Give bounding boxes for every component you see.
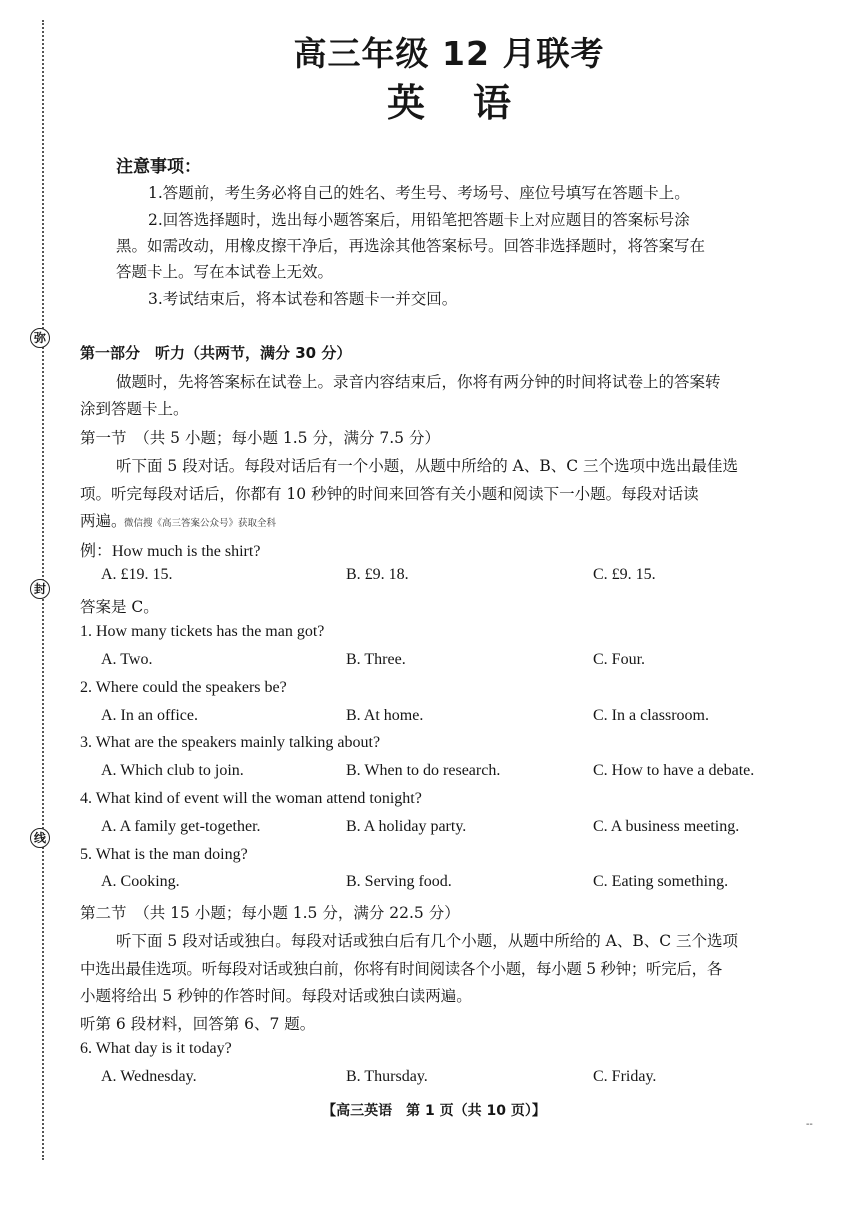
page-footer: 【高三英语 第 1 页（共 10 页）】 bbox=[322, 1103, 546, 1119]
question-1-option-a: A. Two. bbox=[101, 651, 153, 668]
question-6-option-a: A. Wednesday. bbox=[101, 1068, 197, 1085]
section1-instr-c: 两遍。 bbox=[80, 512, 127, 530]
part1-intro-a: 做题时，先将答案标在试卷上。录音内容结束后，你将有两分钟的时间将试卷上的答案转 bbox=[116, 373, 721, 391]
notice-line-1: 1.答题前，考生务必将自己的姓名、考生号、考场号、座位号填写在答题卡上。 bbox=[148, 184, 690, 202]
notice-line-2c: 答题卡上。写在本试卷上无效。 bbox=[116, 263, 334, 281]
question-2-option-b: B. At home. bbox=[346, 707, 424, 724]
section1-heading: 第一节 （共 5 小题；每小题 1.5 分，满分 7.5 分） bbox=[80, 429, 440, 447]
question-2-option-c: C. In a classroom. bbox=[593, 707, 709, 724]
section1-instr-b: 项。听完每段对话后，你都有 10 秒钟的时间来回答有关小题和阅读下一小题。每段对话读 bbox=[80, 485, 699, 503]
section2-instr-c: 小题将给出 5 秒钟的作答时间。每段对话或独白读两遍。 bbox=[80, 987, 472, 1005]
question-4: 4. What kind of event will the woman attend tonight? bbox=[80, 790, 422, 807]
example-option-a: A. £19. 15. bbox=[101, 566, 173, 583]
part1-intro-b: 涂到答题卡上。 bbox=[80, 400, 189, 418]
notice-heading: 注意事项： bbox=[116, 157, 201, 177]
question-4-option-c: C. A business meeting. bbox=[593, 818, 740, 835]
question-1-option-c: C. Four. bbox=[593, 651, 646, 668]
section2-heading: 第二节 （共 15 小题；每小题 1.5 分，满分 22.5 分） bbox=[80, 904, 460, 922]
example-option-c: C. £9. 15. bbox=[593, 566, 656, 583]
notice-line-3: 3.考试结束后，将本试卷和答题卡一并交回。 bbox=[148, 290, 458, 308]
question-1: 1. How many tickets has the man got? bbox=[80, 623, 325, 640]
section2-instr-b: 中选出最佳选项。听每段对话或独白前，你将有时间阅读各个小题，每小题 5 秒钟；听完后，各 bbox=[80, 960, 723, 978]
question-2-option-a: A. In an office. bbox=[101, 707, 198, 724]
exam-title: 高三年级 12 月联考 bbox=[293, 34, 605, 73]
section2-material: 听第 6 段材料，回答第 6、7 题。 bbox=[80, 1015, 316, 1033]
binding-mark-mi: 弥 bbox=[30, 328, 50, 348]
example-question: 例：How much is the shirt? bbox=[80, 543, 261, 560]
question-5-option-b: B. Serving food. bbox=[346, 873, 452, 890]
question-6: 6. What day is it today? bbox=[80, 1040, 232, 1057]
question-1-option-b: B. Three. bbox=[346, 651, 406, 668]
notice-line-2b: 黑。如需改动，用橡皮擦干净后，再选涂其他答案标号。回答非选择题时，将答案写在 bbox=[116, 237, 706, 255]
watermark-text: 微信搜《高三答案公众号》获取全科 bbox=[124, 518, 277, 529]
question-5-option-a: A. Cooking. bbox=[101, 873, 180, 890]
example-answer: 答案是 C。 bbox=[80, 598, 159, 616]
question-5-option-c: C. Eating something. bbox=[593, 873, 729, 890]
question-3-option-a: A. Which club to join. bbox=[101, 762, 244, 779]
question-5: 5. What is the man doing? bbox=[80, 846, 248, 863]
question-3-option-c: C. How to have a debate. bbox=[593, 762, 755, 779]
question-2: 2. Where could the speakers be? bbox=[80, 679, 287, 696]
footer-mark: -- bbox=[806, 1119, 813, 1130]
question-6-option-c: C. Friday. bbox=[593, 1068, 657, 1085]
section1-instr-a: 听下面 5 段对话。每段对话后有一个小题，从题中所给的 A、B、C 三个选项中选出最佳选 bbox=[116, 457, 739, 475]
part1-heading: 第一部分 听力（共两节，满分 30 分） bbox=[80, 344, 352, 362]
question-4-option-b: B. A holiday party. bbox=[346, 818, 467, 835]
question-4-option-a: A. A family get-together. bbox=[101, 818, 261, 835]
example-option-b: B. £9. 18. bbox=[346, 566, 409, 583]
question-3-option-b: B. When to do research. bbox=[346, 762, 501, 779]
binding-mark-xian: 线 bbox=[30, 828, 50, 848]
question-3: 3. What are the speakers mainly talking about? bbox=[80, 734, 381, 751]
question-6-option-b: B. Thursday. bbox=[346, 1068, 428, 1085]
binding-mark-feng: 封 bbox=[30, 579, 50, 599]
subject-title: 英语 bbox=[386, 81, 559, 125]
section2-instr-a: 听下面 5 段对话或独白。每段对话或独白后有几个小题，从题中所给的 A、B、C 三个选项 bbox=[116, 932, 739, 950]
notice-line-2a: 2.回答选择题时，选出每小题答案后，用铅笔把答题卡上对应题目的答案标号涂 bbox=[148, 211, 690, 229]
